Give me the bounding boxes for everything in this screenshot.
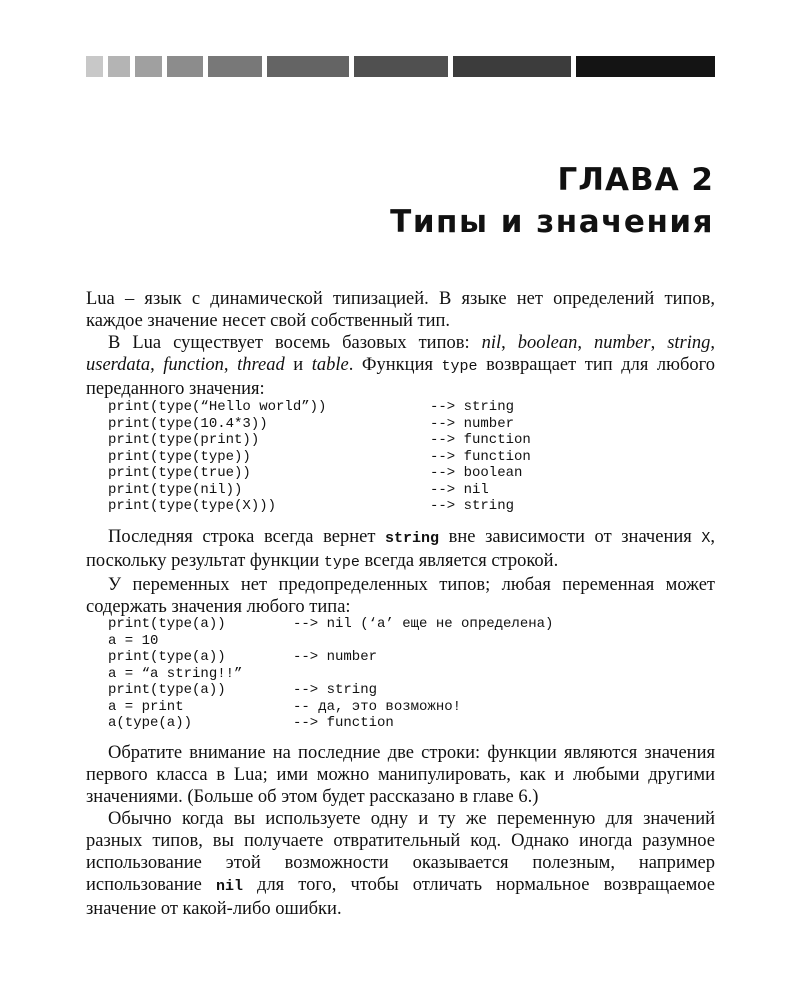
paragraph-4: У переменных нет предопределенных типов; любая переменная может содержать значения любого типа: (86, 575, 715, 617)
paragraph-1: Lua – язык с динамической типизацией. В языке нет определений типов, каждое значение несет свой собственный тип. (86, 289, 715, 331)
code-statement: print(type(a)) (108, 649, 226, 665)
decorative-bar-strip (86, 56, 715, 77)
code-result: --> function (430, 432, 531, 448)
code-statement: a = 10 (108, 632, 159, 649)
code-block-variables (108, 616, 553, 732)
code-statement: print(type(10.4*3)) (108, 415, 268, 432)
code-line (108, 399, 531, 416)
code-result: --> nil (430, 481, 489, 498)
code-line (108, 699, 553, 716)
code-line (108, 616, 553, 633)
paragraph-2: В Lua существует восемь базовых типов: nil, boolean, number, string, userdata, function, thread и table. Функция type возвращает тип для любого переданного значения: (86, 333, 716, 399)
bar-segment (108, 56, 130, 77)
code-statement: print(type(“Hello world”)) (108, 399, 327, 415)
bar-segment (86, 56, 103, 77)
code-statement: print(type(a)) (108, 682, 226, 698)
paragraph-6: Обычно когда вы используете одну и ту же переменную для значений разных типов, вы получаете отвратительный код. Однако иногда разумное использование этой возможности оказывается полезным, например использование nil для того, чтобы отличать нормальное возвращаемое значение от какой-либо ошибки. (86, 809, 715, 919)
code-result: --> number (430, 415, 515, 432)
chapter-label: ГЛАВА 2 (557, 162, 714, 198)
code-line (108, 498, 531, 515)
code-statement: print(type(print)) (108, 432, 260, 448)
code-statement: print(type(nil)) (108, 481, 243, 498)
code-statement: print(type(true)) (108, 465, 251, 481)
code-line (108, 432, 531, 449)
code-line (108, 416, 531, 433)
bar-segment (167, 56, 203, 77)
paragraph-group-3 (86, 742, 715, 920)
code-statement: print(type(type(X))) (108, 498, 277, 514)
code-block-types (108, 399, 531, 515)
code-line (108, 482, 531, 499)
bar-segment (453, 56, 571, 77)
code-result: -- да, это возможно! (293, 698, 462, 715)
bar-segment (576, 56, 715, 77)
bar-segment (354, 56, 448, 77)
code-statement: a = “a string!!” (108, 665, 243, 682)
code-result: --> boolean (430, 465, 523, 481)
code-line (108, 682, 553, 699)
code-statement: print(type(type)) (108, 448, 251, 465)
chapter-title: Типы и значения (390, 204, 714, 240)
code-result: --> nil (‘a’ еще не определена) (293, 616, 554, 632)
bar-segment (208, 56, 262, 77)
code-statement: a = print (108, 698, 184, 715)
paragraph-intro (86, 288, 715, 400)
code-statement: a(type(a)) (108, 715, 193, 731)
code-result: --> string (430, 399, 515, 415)
bar-segment (135, 56, 162, 77)
code-line (108, 449, 531, 466)
code-result: --> function (430, 448, 531, 465)
code-line (108, 465, 531, 482)
bar-segment (267, 56, 349, 77)
paragraph-group-2 (86, 526, 715, 618)
paragraph-3: Последняя строка всегда вернет string вне зависимости от значения X, поскольку результат функции type всегда является строкой. (86, 527, 715, 571)
code-line (108, 649, 553, 666)
code-result: --> function (293, 715, 394, 731)
code-line (108, 633, 553, 650)
code-result: --> number (293, 649, 378, 665)
code-statement: print(type(a)) (108, 616, 226, 632)
code-result: --> string (293, 682, 378, 698)
paragraph-5: Обратите внимание на последние две строки: функции являются значения первого класса в Lua; ими можно манипулировать, как и любыми другими значениями. (Больше об этом будет рассказано в главе 6.) (86, 743, 715, 807)
code-line (108, 666, 553, 683)
code-line (108, 715, 553, 732)
code-result: --> string (430, 498, 515, 514)
